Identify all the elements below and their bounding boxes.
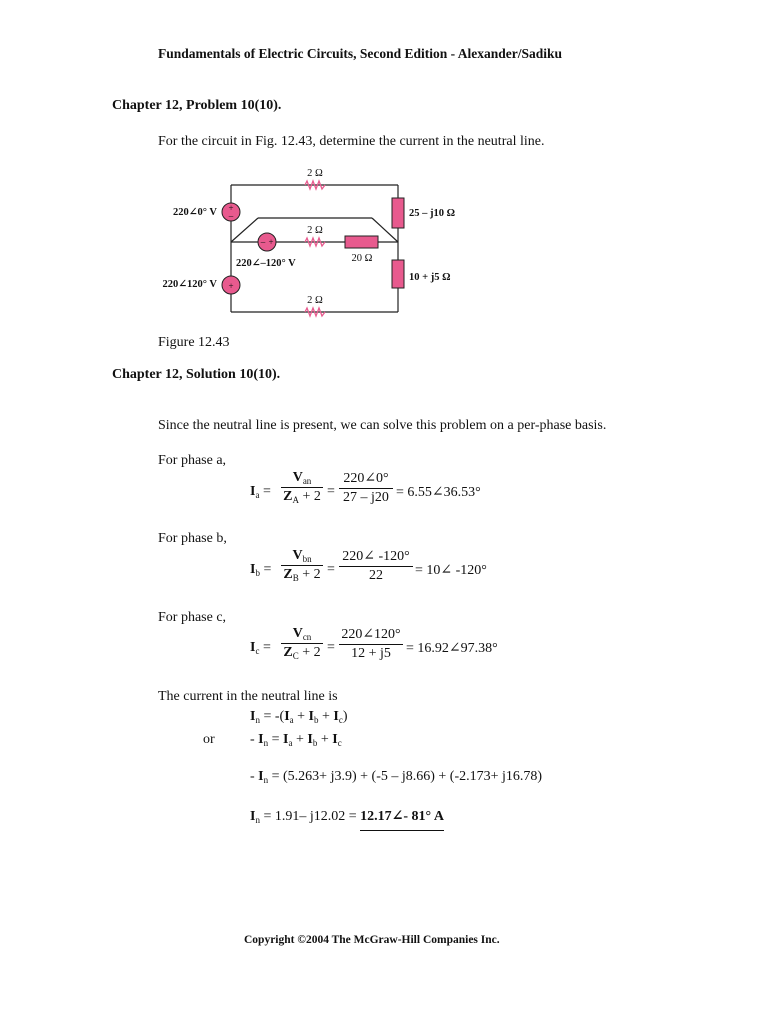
source-c-plus: + xyxy=(228,281,234,291)
label-src-a: 220∠0° V xyxy=(172,207,217,218)
phase-a-fraction-2: $\frac{220\angle 0^\circ}{27 - j20}$ xyxy=(339,470,393,506)
source-a-plus: + xyxy=(228,203,234,213)
phase-c-lhs: $I_c$ = xyxy=(250,640,271,656)
phase-b-fraction-1: $V_{bn}$ $Z_B + 2$ xyxy=(281,548,323,583)
label-z-a: 25 – j10 Ω xyxy=(409,208,456,219)
solution-title: Chapter 12, Solution 10(10). xyxy=(112,367,281,382)
resistor-20 xyxy=(345,236,378,248)
neutral-numeric: - $I_n = (5.263+ j3.9) + (-5 - j8.66) + (-2.173+ j16.78)$ xyxy=(250,769,543,785)
figure-caption: Figure 12.43 xyxy=(158,335,230,350)
impedance-a xyxy=(392,198,404,228)
label-src-b: 220∠–120° V xyxy=(236,258,296,269)
phase-b-label: For phase b, xyxy=(158,531,227,546)
phase-c-result: = 16.92∠97.38° xyxy=(406,641,498,656)
phase-c-label: For phase c, xyxy=(158,610,227,625)
label-src-c: 220∠120° V xyxy=(162,279,217,290)
problem-statement: For the circuit in Fig. 12.43, determine the current in the neutral line. xyxy=(158,134,545,149)
phase-c-eq: = xyxy=(327,640,335,655)
label-r-bot: 2 Ω xyxy=(307,295,323,306)
label-r-20: 20 Ω xyxy=(351,253,373,264)
phase-b-lhs: $I_b$ = xyxy=(250,562,272,578)
phase-c-fraction-1: $V_{cn}$ $Z_C + 2$ xyxy=(281,626,323,661)
source-b-minus: – xyxy=(260,237,266,247)
page-header: Fundamentals of Electric Circuits, Second Edition - Alexander/Sadiku xyxy=(158,46,563,61)
neutral-eq-1: $I_n = -(I_a + I_b + I_c)$ xyxy=(250,709,348,725)
phase-b-eq: = xyxy=(327,562,335,577)
phase-a-lhs: $I_a$ = xyxy=(250,484,271,500)
phase-a-label: For phase a, xyxy=(158,453,227,468)
neutral-eq-2: - $I_n = I_a + I_b + I_c$ xyxy=(250,732,342,748)
problem-title: Chapter 12, Problem 10(10). xyxy=(112,98,282,113)
copyright-footer: Copyright ©2004 The McGraw-Hill Companies Inc. xyxy=(244,934,500,946)
solution-intro: Since the neutral line is present, we can solve this problem on a per-phase basis. xyxy=(158,418,607,433)
neutral-intro: The current in the neutral line is xyxy=(158,689,338,704)
source-a-minus: – xyxy=(228,211,234,221)
phase-c-fraction-2: $\frac{220\angle 120^\circ}{12 + j5}$ xyxy=(339,626,403,662)
phase-a-fraction-1: $V_{an}$ $Z_A + 2$ xyxy=(281,470,323,505)
phase-a-eq: = xyxy=(327,484,335,499)
impedance-c xyxy=(392,260,404,288)
final-answer: 12.17∠- 81° A xyxy=(360,809,444,831)
phase-b-result: = 10∠ -120° xyxy=(415,563,487,578)
label-r-top: 2 Ω xyxy=(307,168,323,179)
neutral-final: $I_n = 1.91-$ j12.02 = 12.17∠- 81° A xyxy=(250,808,444,825)
phase-a-result: = 6.55∠36.53° xyxy=(396,485,481,500)
or-label: or xyxy=(203,732,215,747)
label-r-mid: 2 Ω xyxy=(307,225,323,236)
label-z-c: 10 + j5 Ω xyxy=(409,272,451,283)
phase-b-fraction-2: $\frac{220\angle -120^\circ}{22}$ xyxy=(339,548,413,584)
circuit-diagram xyxy=(150,160,470,325)
source-b-plus: + xyxy=(268,237,274,247)
